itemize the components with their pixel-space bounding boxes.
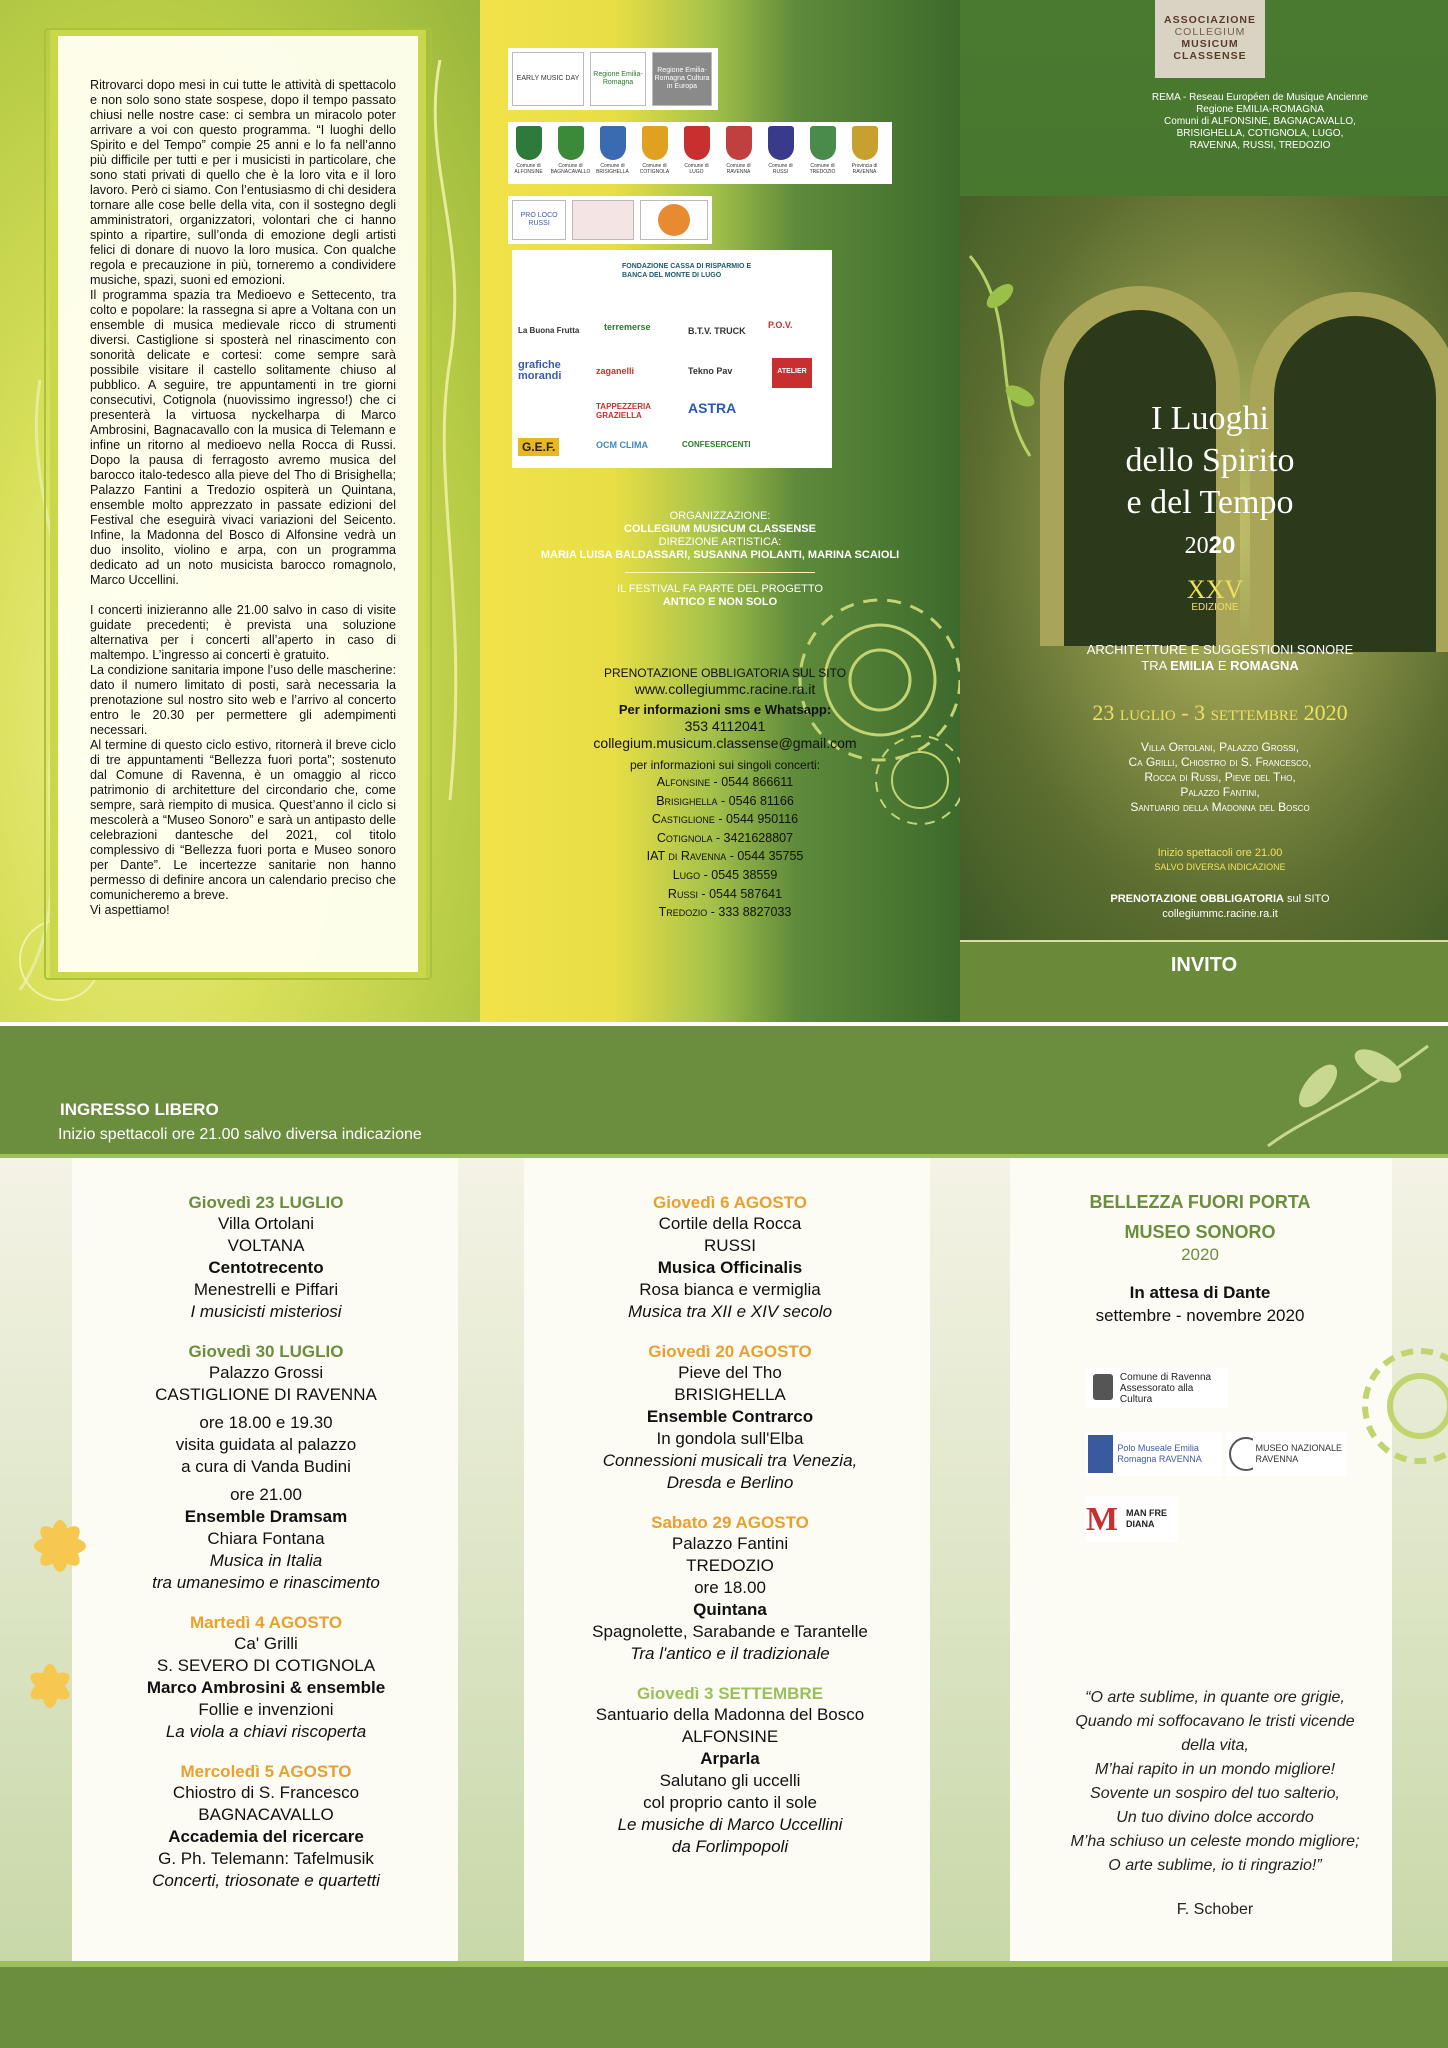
cover-arches-image	[960, 196, 1448, 940]
fondazione-logo: FONDAZIONE CASSA DI RISPARMIO E BANCA DEL MONTE DI LUGO	[622, 263, 752, 279]
crest-russi: Comune di RUSSI	[764, 126, 797, 180]
start-time: Inizio spettacoli ore 21.00 SALVO DIVERSA INDICAZIONE	[1154, 847, 1286, 872]
orange-badge-logo	[640, 200, 708, 240]
schober-poem: “O arte sublime, in quante ore grigie, Quando mi soffocavano le tristi vicende della vita, M’hai rapito in un mondo migliore! Sovente un sospiro del tuo salterio, Un tuo divino dolce accordo M’ha schiuso un celeste mondo migliore; O arte sublime, io ti ringrazio!” F. Schober	[1050, 1686, 1380, 1922]
venue-logo	[572, 200, 634, 240]
cultura-europa-logo: Regione Emilia-Romagna Cultura in Europa	[652, 52, 712, 106]
sms-number: 353 4112041	[684, 718, 766, 734]
phone-tredozio: Tredozio - 333 8827033	[658, 905, 792, 920]
contact-info	[540, 666, 910, 922]
gutter-1	[458, 1158, 524, 1967]
bellezza-heading: BELLEZZA FUORI PORTA	[1089, 1192, 1311, 1212]
event-20-agosto: Giovedì 20 AGOSTO Pieve del Tho BRISIGHELLA Ensemble Contrarco In gondola sull'Elba Connessioni musicali tra Venezia, Dresda e Berlino	[602, 1342, 858, 1492]
program-column-2	[560, 1192, 900, 1876]
phone-brisighella: Brisighella - 0546 81166	[656, 793, 794, 808]
festival-year: 2020	[1184, 532, 1236, 559]
sponsor-confesercenti: CONFESERCENTI	[682, 440, 751, 449]
phone-cotignola: Cotignola - 3421628807	[656, 830, 794, 845]
crest-ravenna: Comune di RAVENNA	[722, 126, 755, 180]
event-5-agosto: Mercoledì 5 AGOSTO Chiostro di S. Francesco BAGNACAVALLO Accademia del ricercare G. Ph. Telemann: Tafelmusik Concerti, triosonate e quartetti	[152, 1762, 380, 1890]
booking-site[interactable]: www.collegiummc.racine.ra.it	[634, 681, 816, 697]
green-flower-decoration	[1330, 1306, 1448, 1566]
sponsor-grafiche-morandi: grafiche morandi	[518, 359, 562, 382]
event-6-agosto: Giovedì 6 AGOSTO Cortile della Rocca RUSSI Musica Officinalis Rosa bianca e vermiglia Musica tra XII e XIV secolo	[627, 1193, 833, 1321]
director-label: DIREZIONE ARTISTICA:	[658, 536, 782, 548]
museo-emblem-icon	[1226, 1434, 1253, 1474]
divider	[625, 572, 815, 573]
crest-row	[508, 122, 892, 184]
crest-provincia: Provincia di RAVENNA	[848, 126, 881, 180]
event-23-luglio: Giovedì 23 LUGLIO Villa Ortolani VOLTANA Centotrecento Menestrelli e Piffari I musicisti misteriosi	[188, 1193, 344, 1321]
closing-paragraph: Vi aspettiamo!	[90, 903, 170, 917]
crest-bagnacavallo: Comune di BAGNACAVALLO	[554, 126, 587, 180]
crest-alfonsine: Comune di ALFONSINE	[512, 126, 545, 180]
ravenna-crest-icon	[1090, 1372, 1116, 1404]
brochure-outside	[0, 0, 1448, 1022]
intro-paragraph: Ritrovarci dopo mesi in cui tutte le attività di spettacolo e non solo sono state sospese, dopo il tempo passato chiusi nelle nostre case: ci sembra un miracolo poter arrivare a voi con questo programma. “I luoghi dello Spirito e del Tempo” compie 25 anni e lo fa nell’anno più difficile per tutti e per i musicisti in particolare, che sono stati privati di quello che è la loro vita e il loro lavoro. Però ci siamo. Con l’entusiasmo di chi desidera tornare alle cose belle della vita, con il sostegno degli amministratori, organizzatori, volontari che ci hanno spinto a ripartire, sull’onda di emozione degli artisti felici di donare di nuovo la loro musica. Con qualche regola e precauzione in più, torneremo a condividere musiche, spazi, suoni ed emozioni.	[90, 78, 396, 287]
logo-row-third	[508, 196, 712, 244]
festival-title: I Luoghi dello Spirito e del Tempo	[1125, 400, 1295, 521]
museo-year: 2020	[1181, 1245, 1219, 1264]
sponsors-box	[512, 250, 832, 468]
phone-russi: Russi - 0544 587641	[667, 886, 783, 901]
crest-lugo: Comune di LUGO	[680, 126, 713, 180]
program-paragraph: Il programma spazia tra Medioevo e Settecento, tra colto e popolare: la rassegna si apre a Voltana con un ensemble di musica medievale ricco di strumenti diversi. Castiglione si sposterà nel rinascimento con sonorità delicate e cortesi: come sempre sarà possibile visitare il castello solitamente chiuso al pubblico. A seguire, tre appuntamenti in tre giorni consecutivi, Cotignola (nuovissimo ingresso!) che ci presenterà la virtuosa nyckelharpa di Marco Ambrosini, Bagnacavallo con la musica di Telemann e infine un ritorno al medioevo nella Rocca di Russi. Dopo la pausa di ferragosto avremo musica del barocco italo-tedesco alla pieve del Tho di Brisighella; Palazzo Fantini a Tredozio ospiterà un Quintana, ensemble molto apprezzato in passate edizioni del Festival che eseguirà vivaci variazioni del Seicento. Infine, la Madonna del Bosco di Alfonsine vedrà un duo insolito, violino e arpa, con un programma dedicato ad un noto musicista barocco romagnolo, Marco Uccellini.	[90, 288, 396, 587]
concerts-paragraph: I concerti inizieranno alle 21.00 salvo in caso di visite guidate precedenti; è prevista una soluzione alternativa per i concerti all’aperto in caso di maltempo. L’ingresso ai concerti è gratuito.	[90, 603, 396, 662]
phone-lugo: Lugo - 0545 38559	[672, 867, 778, 882]
sponsor-gef: G.E.F.	[518, 438, 559, 456]
org-name: COLLEGIUM MUSICUM CLASSENSE	[624, 523, 816, 535]
sponsor-pov: P.O.V.	[768, 320, 793, 330]
comune-ravenna-logo: Comune di Ravenna Assessorato alla Cultura	[1086, 1368, 1228, 1408]
sponsor-ocm-clima: OCM CLIMA	[596, 440, 648, 450]
manfrediana-logo: M MAN FRE DIANA	[1086, 1496, 1178, 1542]
org-label: ORGANIZZAZIONE:	[669, 510, 771, 522]
poem-author: F. Schober	[1176, 1901, 1254, 1918]
pro-loco-russi-logo: PRO LOCO RUSSI	[512, 200, 566, 240]
sponsor-astra: ASTRA	[688, 400, 737, 416]
event-29-agosto: Sabato 29 AGOSTO Palazzo Fantini TREDOZIO ore 18.00 Quintana Spagnolette, Sarabande e Tarantelle Tra l'antico e il tradizionale	[592, 1513, 868, 1663]
regione-logo: Regione Emilia-Romagna	[590, 52, 646, 106]
concerts-info-label: per informazioni sui singoli concerti:	[629, 758, 821, 772]
leaf-decoration	[960, 196, 1448, 940]
project-name: ANTICO E NON SOLO	[662, 596, 778, 608]
health-paragraph: La condizione sanitaria impone l’uso delle mascherine: dato il numero limitato di posti, sarà necessaria la prenotazione sul nostro sito web e l’arrivo al concerto entro le 20.30 per permettere gli adempimenti necessari.	[90, 663, 396, 737]
museo-nazionale-logo: MUSEO NAZIONALE RAVENNA	[1226, 1432, 1346, 1476]
mf-icon: M	[1086, 1500, 1119, 1538]
polo-museale-logo: Polo Museale Emilia Romagna RAVENNA	[1086, 1432, 1222, 1476]
mibac-icon	[1086, 1433, 1113, 1475]
project-label: IL FESTIVAL FA PARTE DEL PROGETTO	[617, 583, 823, 595]
phone-iat-ravenna: IAT di Ravenna - 0544 35755	[646, 849, 804, 864]
event-4-agosto: Martedì 4 AGOSTO Ca' Grilli S. SEVERO DI COTIGNOLA Marco Ambrosini & ensemble Follie e invenzioni La viola a chiavi riscoperta	[146, 1613, 386, 1741]
association-logo: ASSOCIAZIONE COLLEGIUM MUSICUM CLASSENSE	[1155, 0, 1265, 78]
bellezza-paragraph: Al termine di questo ciclo estivo, ritornerà il breve ciclo di tre appuntamenti “Bellezza fuori porta”; sostenuto dal Comune di Ravenna, è un omaggio al ricco patrimonio di architetture del circondario che, come sempre, sarà riempito di musica. Quest’anno il ciclo si mescolerà a “Museo Sonoro” e sarà un antipasto delle celebrazioni dantesche del 2021, col titolo complessivo di “Bellezza fuori porta e Museo sonoro per Dante”. Le incertezze sanitarie non hanno permesso di definire ancora un calendario preciso che comunicheremo a breve.	[90, 738, 396, 902]
sponsor-atelier: ATELIER	[772, 358, 812, 388]
crest-brisighella: Comune di BRISIGHELLA	[596, 126, 629, 180]
event-30-luglio: Giovedì 30 LUGLIO Palazzo Grossi CASTIGLIONE DI RAVENNA ore 18.00 e 19.30 visita guidata al palazzo a cura di Vanda Budini ore 21.00 Ensemble Dramsam Chiara Fontana Musica in Italia tra umanesimo e rinascimento	[152, 1342, 380, 1592]
crest-tredozio: Comune di TREDOZIO	[806, 126, 839, 180]
program-footer	[0, 1967, 1448, 2048]
contact-email[interactable]: collegium.musicum.classense@gmail.com	[593, 735, 857, 751]
sponsor-zaganelli: zaganelli	[596, 366, 635, 376]
sms-label: Per informazioni sms e Whatsapp:	[618, 702, 832, 717]
festival-dates: 23 luglio - 3 settembre 2020	[1092, 700, 1348, 725]
dante-title: In attesa di Dante	[1129, 1283, 1271, 1302]
booking-label: PRENOTAZIONE OBBLIGATORIA SUL SITO	[603, 666, 847, 680]
phone-alfonsine: Alfonsine - 0544 866611	[656, 775, 794, 789]
logo-row-top	[508, 48, 718, 110]
sponsor-tekno-pav: Tekno Pav	[688, 366, 733, 376]
director-names: MARIA LUISA BALDASSARI, SUSANNA PIOLANTI, MARINA SCAIOLI	[540, 549, 900, 561]
early-music-day-logo: EARLY MUSIC DAY	[512, 52, 584, 106]
sponsor-terremerse: terremerse	[604, 322, 651, 332]
intro-text-box	[50, 28, 426, 980]
program-header	[0, 1026, 1448, 1156]
program-column-1	[96, 1192, 436, 1910]
event-3-settembre: Giovedì 3 SETTEMBRE Santuario della Madonna del Bosco ALFONSINE Arparla Salutano gli uccelli col proprio canto il sole Le musiche di Marco Uccellini da Forlimpopoli	[595, 1684, 865, 1856]
sponsor-tappezzeria: TAPPEZZERIA GRAZIELLA	[596, 402, 651, 420]
left-panel	[0, 0, 480, 1022]
cover-booking-site[interactable]: collegiummc.racine.ra.it	[1162, 908, 1278, 920]
invito-label: INVITO	[1170, 954, 1238, 976]
gutter-2	[930, 1158, 1010, 1967]
crest-cotignola: Comune di COTIGNOLA	[638, 126, 671, 180]
organization-info	[510, 510, 930, 609]
sponsor-buona-frutta: La Buona Frutta	[518, 326, 580, 335]
museo-sonoro-heading: MUSEO SONORO	[1124, 1222, 1276, 1242]
sponsor-btv-truck: B.T.V. TRUCK	[688, 326, 746, 336]
free-entry-title: INGRESSO LIBERO	[60, 1100, 219, 1119]
free-entry-subtitle: Inizio spettacoli ore 21.00 salvo diversa indicazione	[58, 1126, 422, 1143]
rema-partners: REMA - Reseau Européen de Musique Ancienne Regione EMILIA-ROMAGNA Comuni di ALFONSINE, BAGNACAVALLO, BRISIGHELLA, COTIGNOLA, LUGO, RAVENNA, RUSSI, TREDOZIO	[1151, 92, 1369, 151]
phone-castiglione: Castiglione - 0544 950116	[651, 812, 799, 827]
dante-period: settembre - novembre 2020	[1095, 1306, 1305, 1325]
brochure-inside	[0, 1026, 1448, 2048]
edition-badge: XXV EDIZIONE	[1186, 575, 1244, 613]
invito-bar	[960, 940, 1448, 1022]
header-leaf-decoration	[1228, 1026, 1448, 1156]
program-column-3	[1040, 1190, 1360, 1328]
festival-subtitle: ARCHITETTURE E SUGGESTIONI SONORE TRA EMILIA E ROMAGNA	[1086, 642, 1354, 673]
cover-booking: PRENOTAZIONE OBBLIGATORIA sul SITO collegiummc.racine.ra.it	[1060, 892, 1380, 922]
festival-venues: Villa Ortolani, Palazzo Grossi, Ca Grilli, Chiostro di S. Francesco, Rocca di Russi, Pieve del Tho, Palazzo Fantini, Santuario della Madonna del Bosco	[1128, 740, 1312, 814]
